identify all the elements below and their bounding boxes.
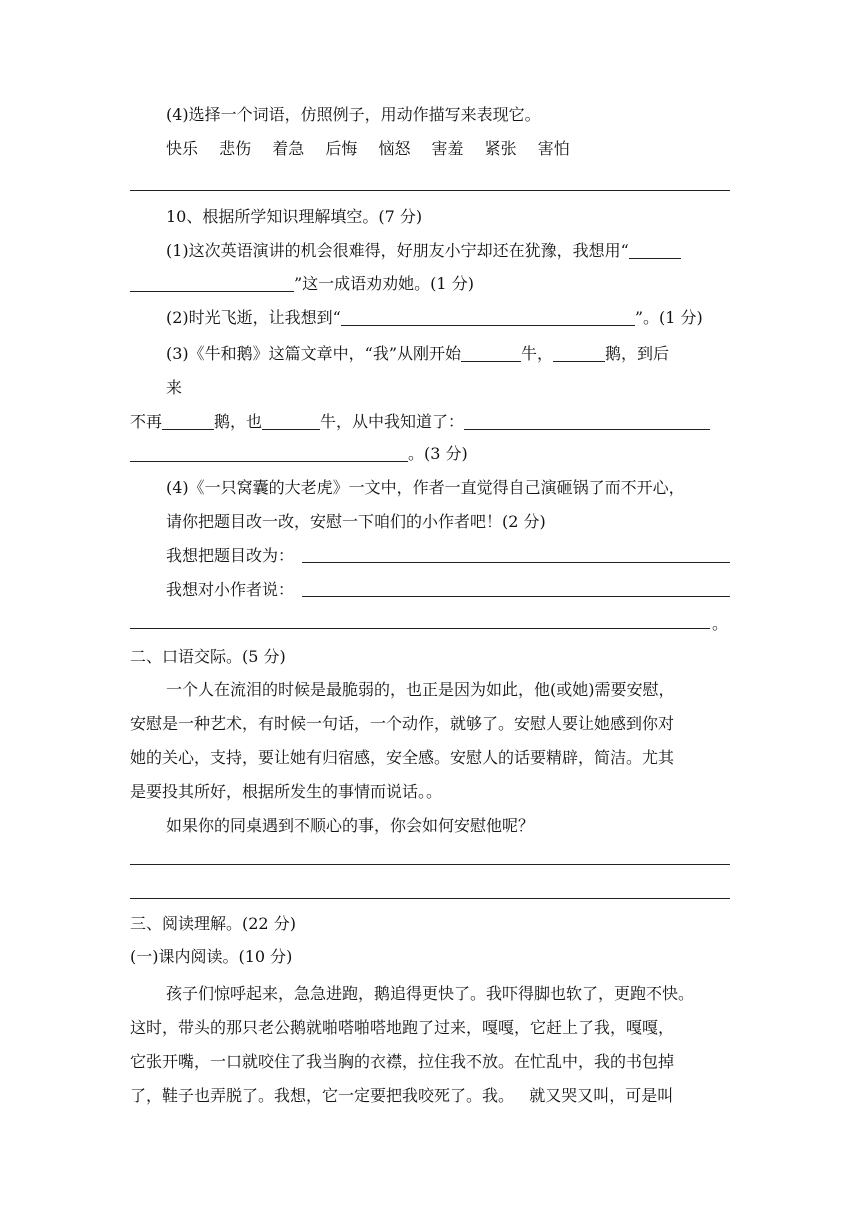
section3-subheading: (一)课内阅读。(10 分) [130,947,293,966]
word-options [166,138,570,160]
passage-line: 她的关心，支持，要让她有归宿感，安全感。安慰人的话要精辟，简洁。尤其 [130,748,675,767]
q10-2-text [166,307,703,329]
answer-line[interactable] [130,898,730,899]
q10-2-text-b: ”。(1 分) [634,308,703,327]
section2-question: 如果你的同桌遇到不顺心的事，你会如何安慰他呢？ [166,816,535,835]
fill-blank[interactable] [461,343,521,362]
word-option: 恼怒 [378,139,411,158]
section3-heading: 三、阅读理解。(22 分) [130,914,296,933]
fill-blank[interactable] [262,411,320,430]
q10-3-text-c: 鹅，到后 [605,344,670,363]
word-option: 后悔 [325,139,358,158]
q10-3-text-h: 。(3 分) [408,444,468,463]
q10-1-text [166,240,681,262]
passage-line: 是要投其所好，根据所发生的事情而说话。。 [130,782,443,801]
comfort-line[interactable] [302,596,730,597]
saying-blank[interactable] [341,307,635,326]
q9-4-prompt: (4)选择一个词语，仿照例子，用动作描写来表现它。 [166,105,541,124]
passage-line: 一个人在流泪的时候是最脆弱的，也正是因为如此，他(或她)需要安慰， [166,680,675,699]
new-title-line[interactable] [302,562,730,563]
answer-line[interactable] [130,190,730,191]
passage-line: 安慰是一种艺术，有时候一句话，一个动作，就够了。安慰人要让她感到你对 [130,714,675,733]
word-option: 悲伤 [219,139,252,158]
answer-line[interactable] [130,864,730,865]
word-option: 害羞 [431,139,464,158]
lesson-blank-cont[interactable] [130,443,408,462]
q10-3-text-cont [130,411,710,433]
q10-1-text-b: ”这一成语劝劝她。(1 分) [294,274,474,293]
idiom-blank[interactable] [629,240,681,259]
title-label: 我想把题目改为： [166,546,295,565]
comfort-line-cont[interactable] [130,628,710,629]
comfort-label: 我想对小作者说： [166,580,295,599]
q10-3-text-a: (3)《牛和鹅》这篇文章中，“我”从刚开始 [166,344,462,363]
idiom-blank-cont[interactable] [130,273,294,292]
section2-heading: 二、口语交际。(5 分) [130,647,286,666]
q10-3-text-d: 来 [166,378,183,397]
q10-3-text-e: 不再 [130,412,163,431]
word-option: 着急 [272,139,305,158]
q10-4-text-a: (4)《一只窝囊的大老虎》一文中，作者一直觉得自己演砸锅了而不开心， [166,478,685,497]
q10-3-text-g: 牛，从中我知道了： [320,412,465,431]
word-option: 快乐 [166,139,199,158]
reading-line: 孩子们惊呼起来，急急进跑，鹅追得更快了。我吓得脚也软了，更跑不快。 [166,984,695,1003]
q10-3-text-end [130,443,468,465]
comfort-end: 。 [712,614,729,633]
q10-1-text-a: (1)这次英语演讲的机会很难得，好朋友小宁却还在犹豫，我想用“ [166,241,629,260]
q10-heading: 10、根据所学知识理解填空。(7 分) [166,207,423,226]
q10-3-text [166,343,669,365]
fill-blank[interactable] [162,411,214,430]
fill-blank[interactable] [553,343,605,362]
word-option: 害怕 [537,139,570,158]
reading-line: 了，鞋子也弄脱了。我想，它一定要把我咬死了。我。 就又哭又叫，可是叫 [130,1086,674,1105]
q10-2-text-a: (2)时光飞逝，让我想到“ [166,308,341,327]
reading-line: 它张开嘴，一口就咬住了我当胸的衣襟，拉住我不放。在忙乱中，我的书包掉 [130,1052,675,1071]
reading-line: 这时，带头的那只老公鹅就啪嗒啪嗒地跑了过来，嘎嘎，它赶上了我，嘎嘎， [130,1018,675,1037]
q10-3-text-b: 牛， [521,344,554,363]
q10-1-text-cont [130,273,474,295]
q10-4-text-b: 请你把题目改一改，安慰一下咱们的小作者吧！(2 分) [166,512,546,531]
q10-3-text-f: 鹅，也 [214,412,263,431]
word-option: 紧张 [484,139,517,158]
lesson-blank[interactable] [464,411,710,430]
